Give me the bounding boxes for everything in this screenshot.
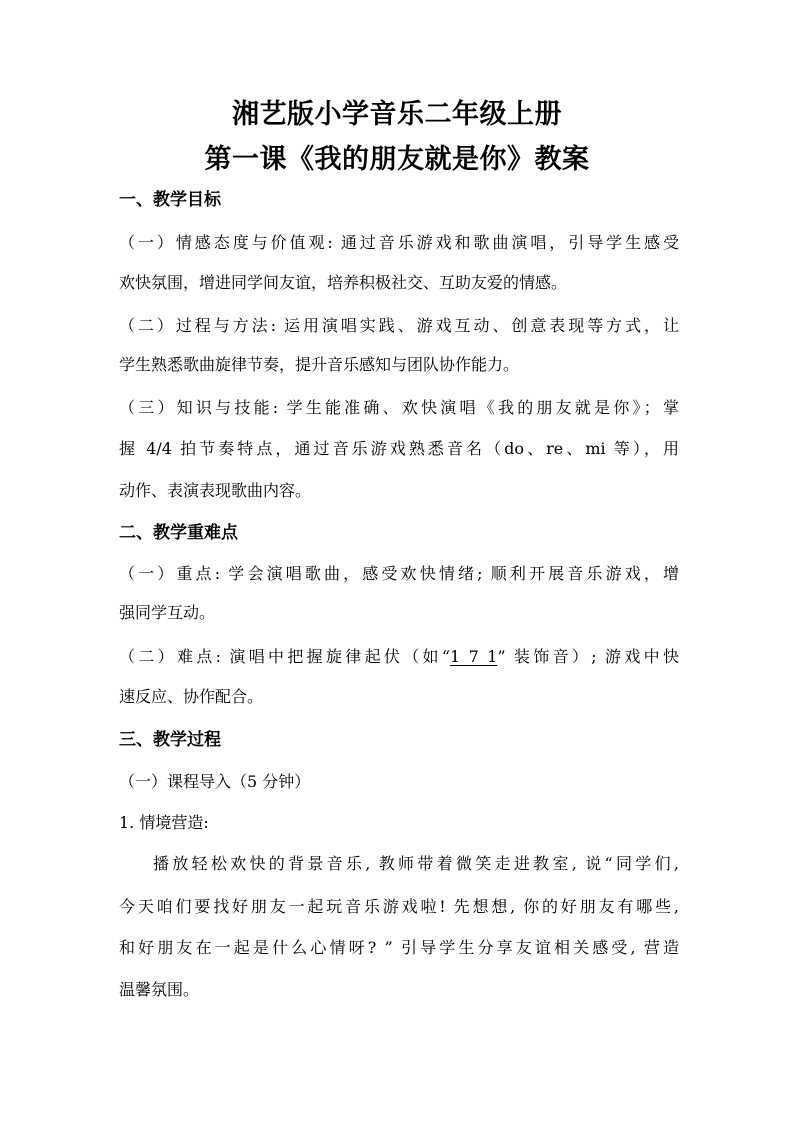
document-title-line-1: 湘艺版小学音乐二年级上册	[232, 99, 562, 130]
grace-note-notation: 1 7 1	[450, 647, 498, 666]
process-body-line-4: 温馨氛围。	[119, 980, 200, 999]
key-points-paragraph-1-line-2: 强同学互动。	[119, 603, 216, 622]
key-points-paragraph-2-line-1	[119, 649, 679, 665]
goals-paragraph-2-line-1: （二）过程与方法: 运用演唱实践、游戏互动、创意表现等方式，让	[119, 316, 679, 335]
process-subheading-intro: （一）课程导入（5 分钟）	[119, 772, 311, 791]
process-body-line-2: 今天咱们要找好朋友一起玩音乐游戏啦! 先想想, 你的好朋友有哪些,	[119, 897, 679, 916]
document-title-line-2: 第一课《我的朋友就是你》教案	[204, 144, 590, 175]
goals-paragraph-3-line-1: （三）知识与技能: 学生能准确、欢快演唱《我的朋友就是你》；掌	[119, 398, 679, 417]
key-points-paragraph-1-line-1: （一）重点: 学会演唱歌曲，感受欢快情绪; 顺利开展音乐游戏，增	[119, 564, 679, 583]
process-body-line-1: 播放轻松欢快的背景音乐, 教师带着微笑走进教室, 说“同学们,	[153, 854, 679, 873]
key-points-difficulty-text-end: ” 装饰音）; 游戏中快	[497, 647, 679, 666]
section-heading-key-points: 二、教学重难点	[119, 523, 238, 543]
goals-paragraph-1-line-1: （一）情感态度与价值观: 通过音乐游戏和歌曲演唱，引导学生感受	[119, 233, 679, 252]
goals-paragraph-3-line-2: 握 4/4 拍节奏特点，通过音乐游戏熟悉音名（do、re、mi 等），用	[119, 439, 679, 458]
process-item-1-heading: 1. 情境营造:	[119, 813, 209, 832]
goals-paragraph-2-line-2: 学生熟悉歌曲旋律节奏，提升音乐感知与团队协作能力。	[119, 355, 520, 374]
section-heading-process: 三、教学过程	[119, 730, 221, 750]
key-points-paragraph-2-line-2: 速反应、协作配合。	[119, 687, 264, 706]
process-body-line-3: 和好朋友在一起是什么心情呀? ” 引导学生分享友谊相关感受, 营造	[119, 938, 679, 957]
section-heading-goals: 一、教学目标	[119, 190, 221, 210]
goals-paragraph-3-line-3: 动作、表演表现歌曲内容。	[119, 481, 312, 500]
goals-paragraph-1-line-2: 欢快氛围，增进同学间友谊，培养积极社交、互助友爱的情感。	[119, 273, 568, 292]
key-points-difficulty-text-start: （二）难点: 演唱中把握旋律起伏（如“	[119, 647, 451, 666]
